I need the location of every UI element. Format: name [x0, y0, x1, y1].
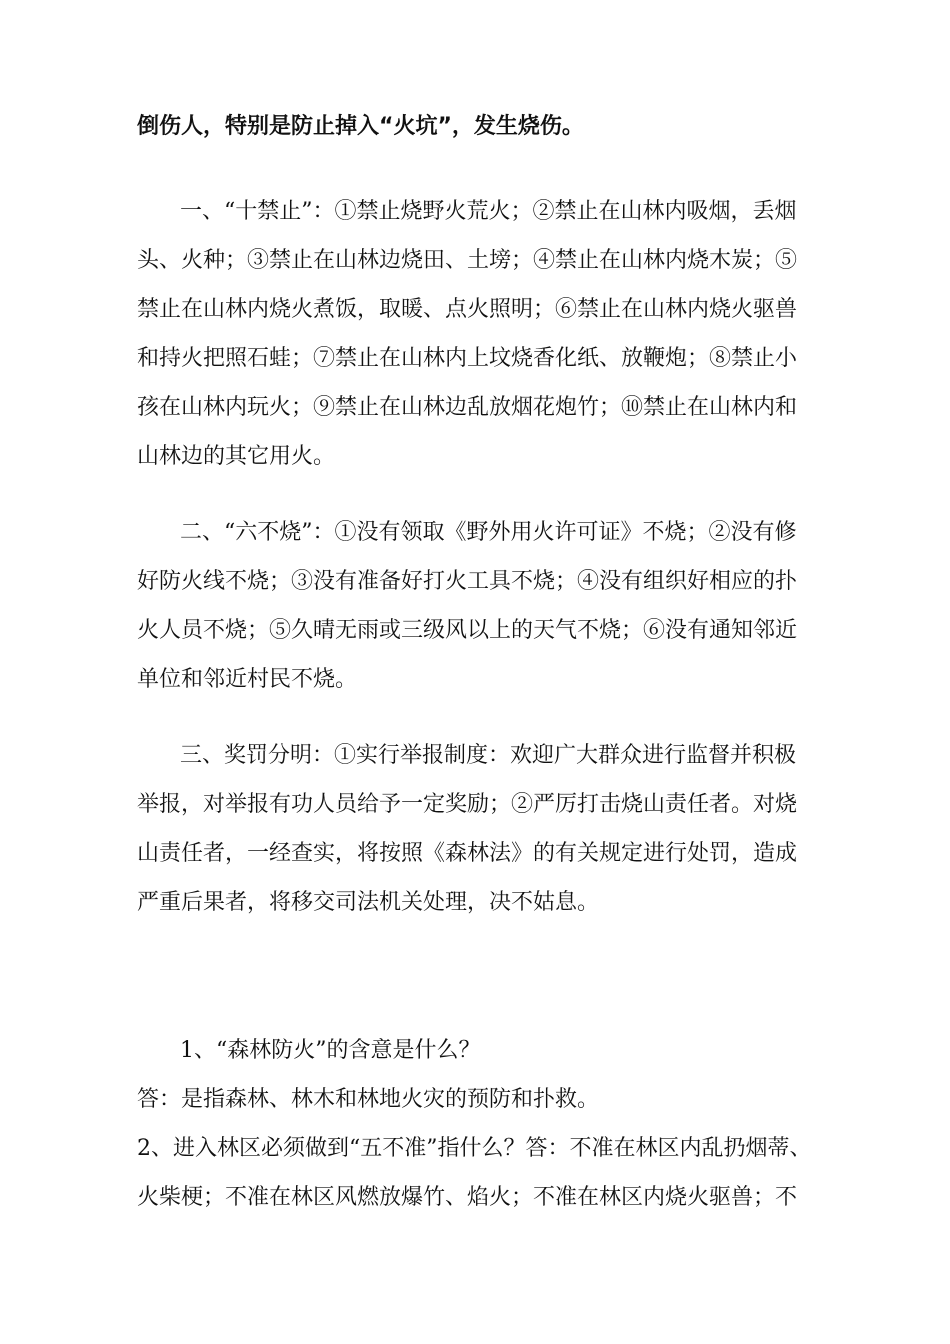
qa-question: 2、进入林区必须做到“五不准”指什么？答：不准在林区内乱扔烟蒂、	[137, 1136, 812, 1161]
section2-line: 二、“六不烧”：①没有领取《野外用火许可证》不烧；②没有修	[180, 520, 797, 545]
section1-line: 山林边的其它用火。	[137, 444, 336, 469]
section1-line: 禁止在山林内烧火煮饭，取暖、点火照明；⑥禁止在山林内烧火驱兽	[137, 297, 798, 322]
qa-question: 1、“森林防火”的含意是什么？	[180, 1038, 481, 1063]
section2-line: 好防火线不烧；③没有准备好打火工具不烧；④没有组织好相应的扑	[137, 569, 798, 594]
qa-answer: 火柴梗；不准在林区风燃放爆竹、焰火；不准在林区内烧火驱兽；不	[137, 1185, 798, 1210]
section3-line: 山责任者，一经查实，将按照《森林法》的有关规定进行处罚，造成	[137, 841, 798, 866]
section2-line: 单位和邻近村民不烧。	[137, 667, 358, 692]
section1-line: 和持火把照石蛙；⑦禁止在山林内上坟烧香化纸、放鞭炮；⑧禁止小	[137, 346, 798, 371]
qa-answer: 答：是指森林、林木和林地火灾的预防和扑救。	[137, 1087, 600, 1112]
intro-line: 倒伤人，特别是防止掉入“火坑”，发生烧伤。	[137, 114, 584, 139]
section3-line: 举报，对举报有功人员给予一定奖励；②严厉打击烧山责任者。对烧	[137, 792, 798, 817]
section3-line: 严重后果者，将移交司法机关处理，决不姑息。	[137, 890, 600, 915]
section2-line: 火人员不烧；⑤久晴无雨或三级风以上的天气不烧；⑥没有通知邻近	[137, 618, 798, 643]
section1-line: 头、火种；③禁止在山林边烧田、土塝；④禁止在山林内烧木炭；⑤	[137, 248, 798, 273]
section3-line: 三、奖罚分明：①实行举报制度：欢迎广大群众进行监督并积极	[180, 743, 797, 768]
section1-line: 一、“十禁止”：①禁止烧野火荒火；②禁止在山林内吸烟，丢烟	[180, 199, 797, 224]
section1-line: 孩在山林内玩火；⑨禁止在山林边乱放烟花炮竹；⑩禁止在山林内和	[137, 395, 798, 420]
